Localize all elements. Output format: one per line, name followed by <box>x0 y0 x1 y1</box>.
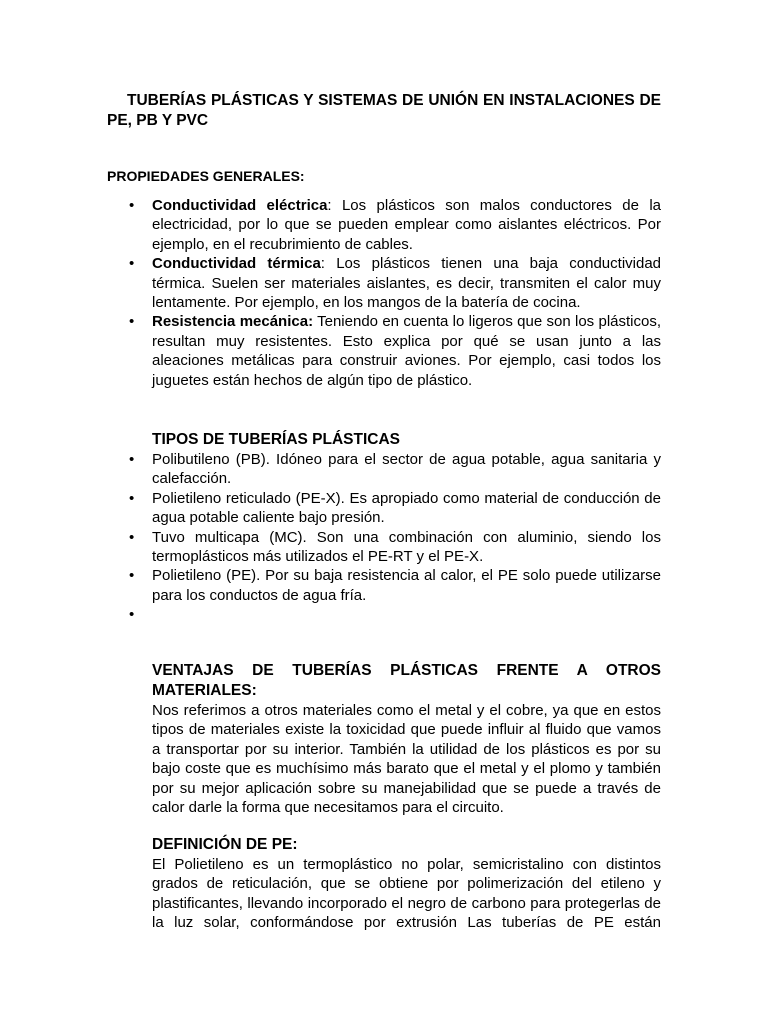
bullet-icon: • <box>129 489 135 507</box>
property-text: Teniendo en cuenta lo ligeros que son los plásticos, resultan muy resistentes. Esto explica por qué se usan junto a las aleaciones metálicas para construir aviones. Por ejemplo, casi todos los juguetes están hechos de algún tipo de plástico. <box>152 313 662 389</box>
pe-definition-heading: DEFINICIÓN DE PE: <box>152 836 298 853</box>
list-item <box>107 196 661 254</box>
list-item <box>107 605 661 624</box>
types-heading: TIPOS DE TUBERÍAS PLÁSTICAS <box>152 431 401 448</box>
bullet-icon: • <box>129 451 135 468</box>
list-item <box>107 489 661 528</box>
property-text: : Los plásticos tienen una baja conductividad térmica. Suelen ser materiales aislantes, es decir, transmiten el calor muy lentamente. Por ejemplo, en los mangos de la batería de cocina. <box>152 255 662 312</box>
property-text: : Los plásticos son malos conductores de la electricidad, por lo que se pueden emplear como aislantes eléctricos. Por ejemplo, en el recubrimiento de cables. <box>152 197 661 253</box>
document-title: TUBERÍAS PLÁSTICAS Y SISTEMAS DE UNIÓN EN INSTALACIONES DE PE, PB Y PVC <box>107 92 661 129</box>
property-term: Conductividad eléctrica <box>152 197 328 214</box>
bullet-icon: • <box>129 313 135 331</box>
list-item <box>107 312 661 390</box>
list-item <box>107 566 661 605</box>
type-text: Tuvo multicapa (MC). Son una combinación con aluminio, siendo los termoplásticos más utilizados el PE-RT y el PE-X. <box>152 528 661 566</box>
advantages-heading: VENTAJAS DE TUBERÍAS PLÁSTICAS FRENTE A OTROS MATERIALES: <box>152 662 661 699</box>
type-text: Polibutileno (PB). Idóneo para el sector de agua potable, agua sanitaria y calefacción. <box>152 451 661 488</box>
bullet-icon: • <box>129 197 135 214</box>
property-term: Resistencia mecánica: <box>152 313 314 331</box>
property-term: Conductividad térmica <box>152 255 321 273</box>
types-list <box>107 450 661 624</box>
properties-list <box>107 196 661 390</box>
bullet-icon: • <box>129 528 135 546</box>
bullet-icon: • <box>129 567 135 585</box>
list-item <box>107 450 661 489</box>
bullet-icon: • <box>129 606 135 624</box>
general-properties-heading: PROPIEDADES GENERALES: <box>107 168 305 184</box>
advantages-paragraph: Nos referimos a otros materiales como el metal y el cobre, ya que en estos tipos de materiales existe la toxicidad que puede influir al fluido que vamos a transportar por su interior. También la utilidad de los plásticos es por su bajo coste que es muchísimo más barato que el metal y el plomo y también por su mejor aplicación sobre su manejabilidad que se puede a través de calor darle la forma que necesitamos para el circuito. <box>152 702 661 817</box>
type-text: Polietileno (PE). Por su baja resistencia al calor, el PE solo puede utilizarse para los conductos de agua fría. <box>152 567 661 604</box>
bullet-icon: • <box>129 255 135 273</box>
pe-definition-paragraph: El Polietileno es un termoplástico no polar, semicristalino con distintos grados de reticulación, que se obtiene por polimerización del etileno y plastificantes, llevando incorporado el negro de carbono para protegerlas de la luz solar, conformándose por extrusión Las tuberías de PE están <box>152 856 661 932</box>
list-item <box>107 528 661 567</box>
type-text: Polietileno reticulado (PE-X). Es apropiado como material de conducción de agua potable caliente bajo presión. <box>152 489 661 527</box>
list-item <box>107 254 661 312</box>
